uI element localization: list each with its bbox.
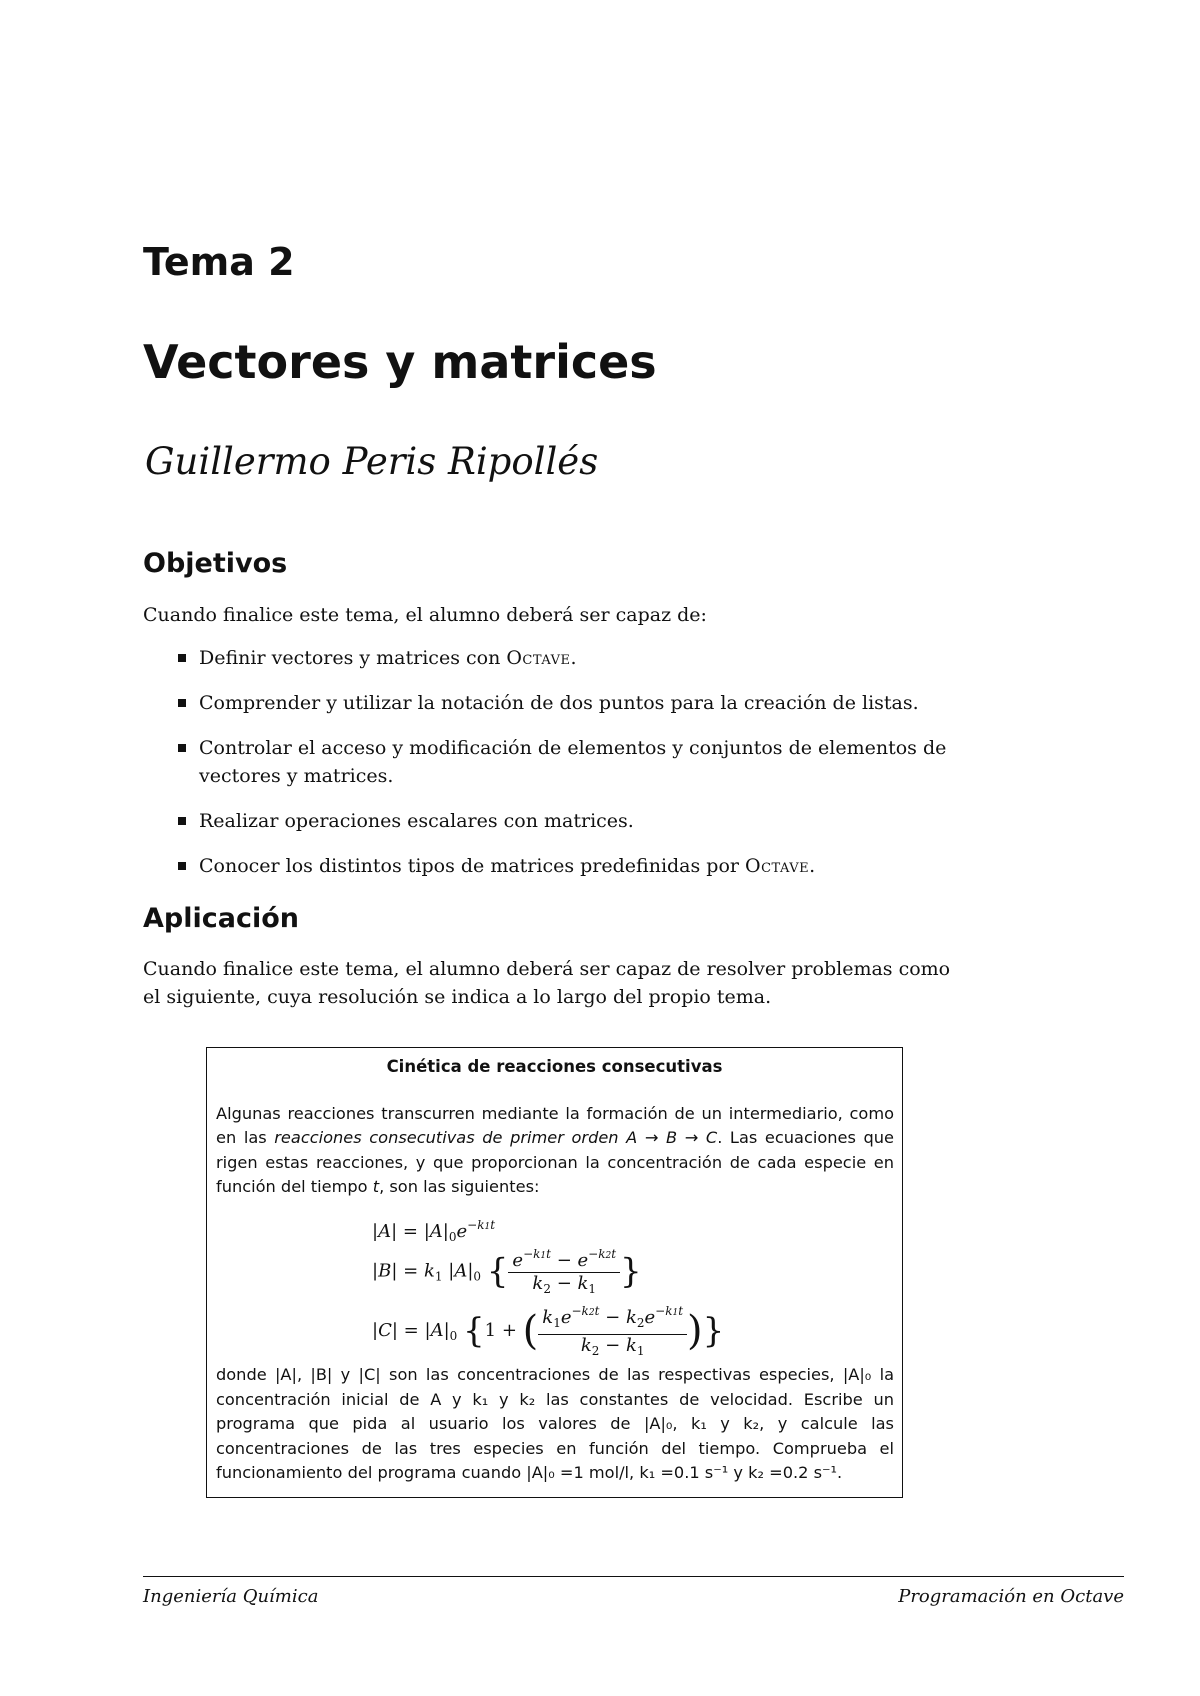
list-item: Controlar el acceso y modificación de elementos y conjuntos de elementos de vectores y matrices. <box>178 734 968 790</box>
bullet-icon <box>178 817 186 825</box>
aplicacion-intro: Cuando finalice este tema, el alumno deberá ser capaz de resolver problemas como el siguiente, cuya resolución se indica a lo largo del propio tema. <box>143 958 951 1008</box>
problem-box <box>206 1047 903 1498</box>
chapter-label: Tema 2 <box>143 240 295 284</box>
equation-b: $|B| = k_1$ $|A|_0$ { $\frac{e^{-k1t} - e^{-k2t}}{k_2 - k_1}$ } <box>372 1243 642 1300</box>
problem-intro: Algunas reacciones transcurren mediante la formación de un intermediario, como en las reacciones consecutivas de primer orden A → B → C. Las ecuaciones que rigen estas reacciones, y que proporcionan la concentración de cada especie en función del tiempo t, son las siguientes: <box>216 1103 894 1196</box>
section-heading-objetivos: Objetivos <box>143 548 288 579</box>
footer-divider <box>143 1576 1124 1577</box>
author-name: Guillermo Peris Ripollés <box>145 440 599 483</box>
footer-left: Ingeniería Química <box>143 1586 319 1607</box>
problem-title: Cinética de reacciones consecutivas <box>386 1057 723 1076</box>
objetivos-intro: Cuando finalice este tema, el alumno deberá ser capaz de: <box>143 604 707 626</box>
equation-c: $|C| = |A|_0$ {1 + ( $\frac{k_1e^{-k2t} - k_2e^{-k1t}}{k_2 - k_1}$ )} <box>372 1300 724 1362</box>
list-item: Comprender y utilizar la notación de dos puntos para la creación de listas. <box>178 689 968 717</box>
bullet-icon <box>178 744 186 752</box>
page-title: Vectores y matrices <box>143 335 657 389</box>
list-item: Realizar operaciones escalares con matrices. <box>178 807 968 835</box>
objetivos-list <box>178 644 968 897</box>
bullet-icon <box>178 862 186 870</box>
problem-statement: donde |A|, |B| y |C| son las concentraciones de las respectivas especies, |A|₀ la concentración inicial de A y k₁ y k₂ las constantes de velocidad. Escribe un programa que pida al usuario los valores de |A|₀, k₁ y k₂, y calcule las concentraciones de las tres especies en función del tiempo. Comprueba el funcionamiento del programa cuando |A|₀ =1 mol/l, k₁ =0.1 s⁻¹ y k₂ =0.2 s⁻¹. <box>216 1365 894 1482</box>
bullet-icon <box>178 654 186 662</box>
bullet-icon <box>178 699 186 707</box>
footer-right: Programación en Octave <box>898 1586 1124 1607</box>
list-item: Conocer los distintos tipos de matrices predefinidas por Octave. <box>178 852 968 880</box>
list-item: Definir vectores y matrices con Octave. <box>178 644 968 672</box>
section-heading-aplicacion: Aplicación <box>143 903 299 934</box>
equation-a: $|A| = |A|_0e^{-k1t}$ <box>372 1218 496 1244</box>
